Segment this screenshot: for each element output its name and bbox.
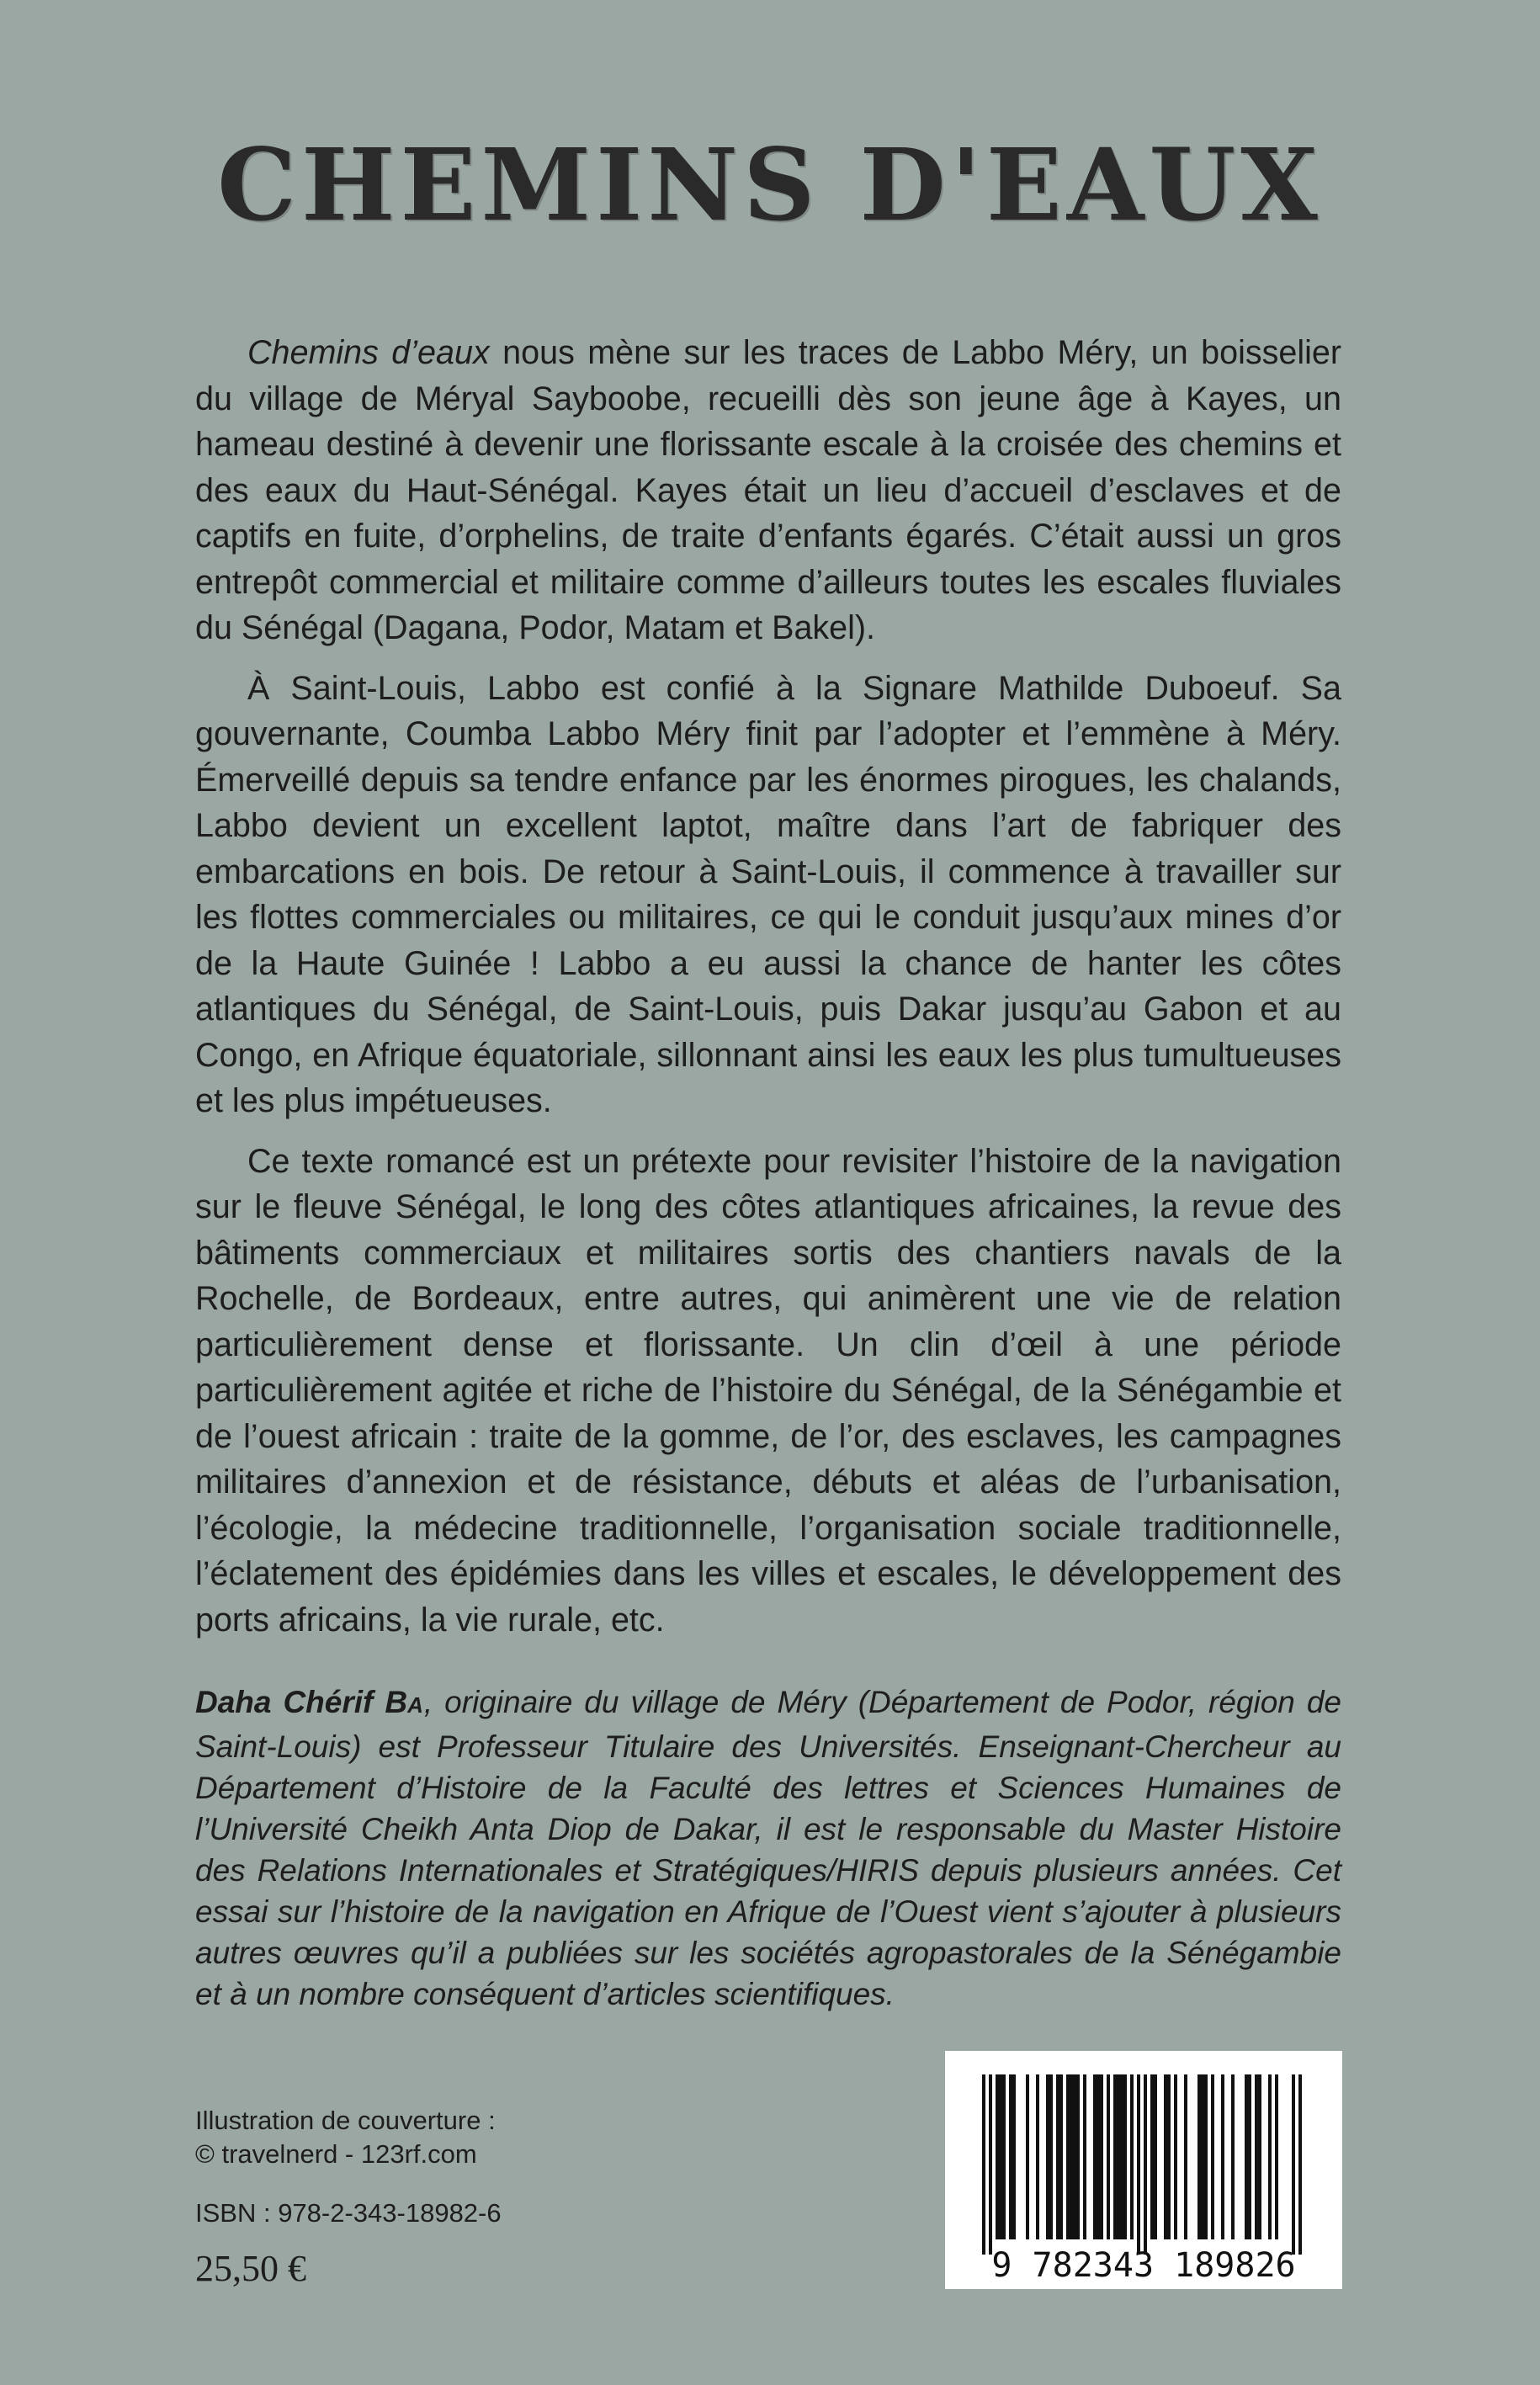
barcode-bar — [1204, 2074, 1208, 2239]
barcode-bar — [1258, 2074, 1261, 2239]
illustration-credits — [195, 2104, 784, 2171]
barcode-bar — [1275, 2074, 1278, 2239]
barcode-bar — [1117, 2074, 1120, 2239]
barcode-bar — [989, 2074, 992, 2255]
barcode-bar — [1231, 2074, 1235, 2239]
credits-line-2: © travelnerd - 123rf.com — [195, 2139, 477, 2169]
barcode-bar — [1070, 2074, 1073, 2239]
barcode-bar — [1036, 2074, 1039, 2239]
barcode-bar — [1076, 2074, 1080, 2239]
barcode-bar — [1100, 2074, 1103, 2239]
barcode-bar — [999, 2074, 1002, 2239]
barcode-bar — [1012, 2074, 1016, 2239]
barcode-bar — [1097, 2074, 1100, 2239]
barcode-bar — [1002, 2074, 1006, 2239]
barcode-bar — [1059, 2074, 1063, 2239]
barcode-bar — [1066, 2074, 1070, 2239]
barcode-bar — [1174, 2074, 1177, 2239]
barcode-bar — [1144, 2074, 1147, 2255]
summary-paragraph-3: Ce texte romancé est un prétexte pour revisiter l’histoire de la navigation sur le fleuve Sénégal, le long des côtes atlantiques africaines, la revue des bâtiments commerciaux et militaires sortis des chantiers navals de la Rochelle, de Bordeaux, entre autres, qui animèrent une vie de relation particulièrement dense et florissante. Un clin d’œil à une période particulièrement agitée et riche de l’histoire du Sénégal, de la Sénégambie et de l’ouest africain : traite de la gomme, de l’or, des esclaves, les campagnes militaires d’annexion et de résistance, débuts et aléas de l’urbanisation, l’écologie, la médecine traditionnelle, l’organisation sociale traditionnelle, l’éclatement des épidémies dans les villes et escales, le développement des ports africains, la vie rurale, etc. — [195, 1142, 1341, 1639]
barcode-bar — [1201, 2074, 1204, 2239]
barcode-bar — [1154, 2074, 1157, 2239]
isbn: ISBN : 978-2-343-18982-6 — [195, 2198, 502, 2228]
barcode-bar — [1056, 2074, 1059, 2239]
barcode — [945, 2051, 1342, 2289]
book-title: CHEMINS D'EAUX — [217, 126, 1323, 243]
summary-paragraph-2: À Saint-Louis, Labbo est confié à la Signare Mathilde Duboeuf. Sa gouvernante, Coumba Labbo Méry finit par l’adopter et l’emmène à Méry. Émerveillé depuis sa tendre enfance par les énormes pirogues, les chalands, Labbo devient un excellent laptot, maître dans l’art de fabriquer des embarcations en bois. De retour à Saint-Louis, il commence à travailler sur les flottes commerciales ou militaires, ce qui le conduit jusqu’aux mines d’or de la Haute Guinée ! Labbo a eu aussi la chance de hanter les côtes atlantiques du Sénégal, de Saint-Louis, puis Dakar jusqu’au Gabon et au Congo, en Afrique équatoriale, sillonnant ainsi les eaux les plus tumultueuses et les plus impétueuses. — [195, 669, 1341, 1119]
barcode-bar — [1298, 2074, 1302, 2255]
barcode-graphic — [945, 2051, 1342, 2289]
barcode-bar — [1120, 2074, 1123, 2239]
barcode-bar — [1245, 2074, 1248, 2239]
barcode-bar — [1137, 2074, 1140, 2255]
barcode-bar — [1255, 2074, 1258, 2239]
barcode-bar — [1130, 2074, 1134, 2239]
price: 25,50 € — [195, 2248, 306, 2289]
summary-title-italic: Chemins d’eaux — [247, 334, 490, 371]
summary-paragraph-1-text: nous mène sur les traces de Labbo Méry, un boisselier du village de Méryal Sayboobe, recueilli dès son jeune âge à Kayes, un hameau destiné à devenir une florissante escale à la croisée des chemins et des eaux du Haut-Sénégal. Kayes était un lieu d’accueil d’esclaves et de captifs en fuite, d’orphelins, de traite d’enfants égarés. C’était aussi un gros entrepôt commercial et militaire comme d’ailleurs toutes les escales fluviales du Sénégal (Dagana, Podor, Matam et Bakel). — [195, 334, 1341, 646]
barcode-bar — [1184, 2074, 1187, 2239]
barcode-bar — [1211, 2074, 1214, 2239]
barcode-bar — [1268, 2074, 1272, 2239]
author-bio — [195, 1681, 1341, 2015]
barcode-bar — [1009, 2074, 1012, 2239]
barcode-bar — [1221, 2074, 1224, 2239]
barcode-bar — [1073, 2074, 1076, 2239]
barcode-bar — [1167, 2074, 1171, 2239]
barcode-bar — [982, 2074, 985, 2255]
barcode-bar — [1026, 2074, 1029, 2239]
barcode-digits: 9 782343 189826 — [991, 2246, 1296, 2285]
barcode-bar — [1049, 2074, 1053, 2239]
barcode-bar — [1197, 2074, 1201, 2239]
summary-paragraph-1 — [195, 330, 1341, 651]
barcode-bars — [982, 2074, 1302, 2255]
credits-line-1: Illustration de couverture : — [195, 2106, 496, 2135]
barcode-bar — [1083, 2074, 1086, 2239]
barcode-bar — [1123, 2074, 1127, 2239]
barcode-bar — [1292, 2074, 1295, 2255]
book-summary — [195, 330, 1341, 1657]
barcode-bar — [1093, 2074, 1097, 2239]
barcode-bar — [1150, 2074, 1154, 2239]
author-name: Daha Chérif BA — [195, 1685, 424, 1719]
barcode-bar — [1046, 2074, 1049, 2239]
barcode-bar — [1113, 2074, 1117, 2239]
author-bio-text: , originaire du village de Méry (Département de Podor, région de Saint-Louis) est Professeur Titulaire des Universités. Enseignant-Chercheur au Département d’Histoire de la Faculté des lettres et Sciences Humaines de l’Université Cheikh Anta Diop de Dakar, il est le responsable du Master Histoire des Relations Internationales et Stratégiques/HIRIS depuis plusieurs années. Cet essai sur l’histoire de la navigation en Afrique de l’Ouest vient s’ajouter à plusieurs autres œuvres qu’il a publiées sur les sociétés agropastorales de la Sénégambie et à un nombre conséquent d’articles scientifiques. — [195, 1685, 1341, 2011]
barcode-bar — [1248, 2074, 1251, 2239]
barcode-bar — [996, 2074, 999, 2239]
barcode-bar — [1107, 2074, 1110, 2239]
barcode-bar — [1164, 2074, 1167, 2239]
